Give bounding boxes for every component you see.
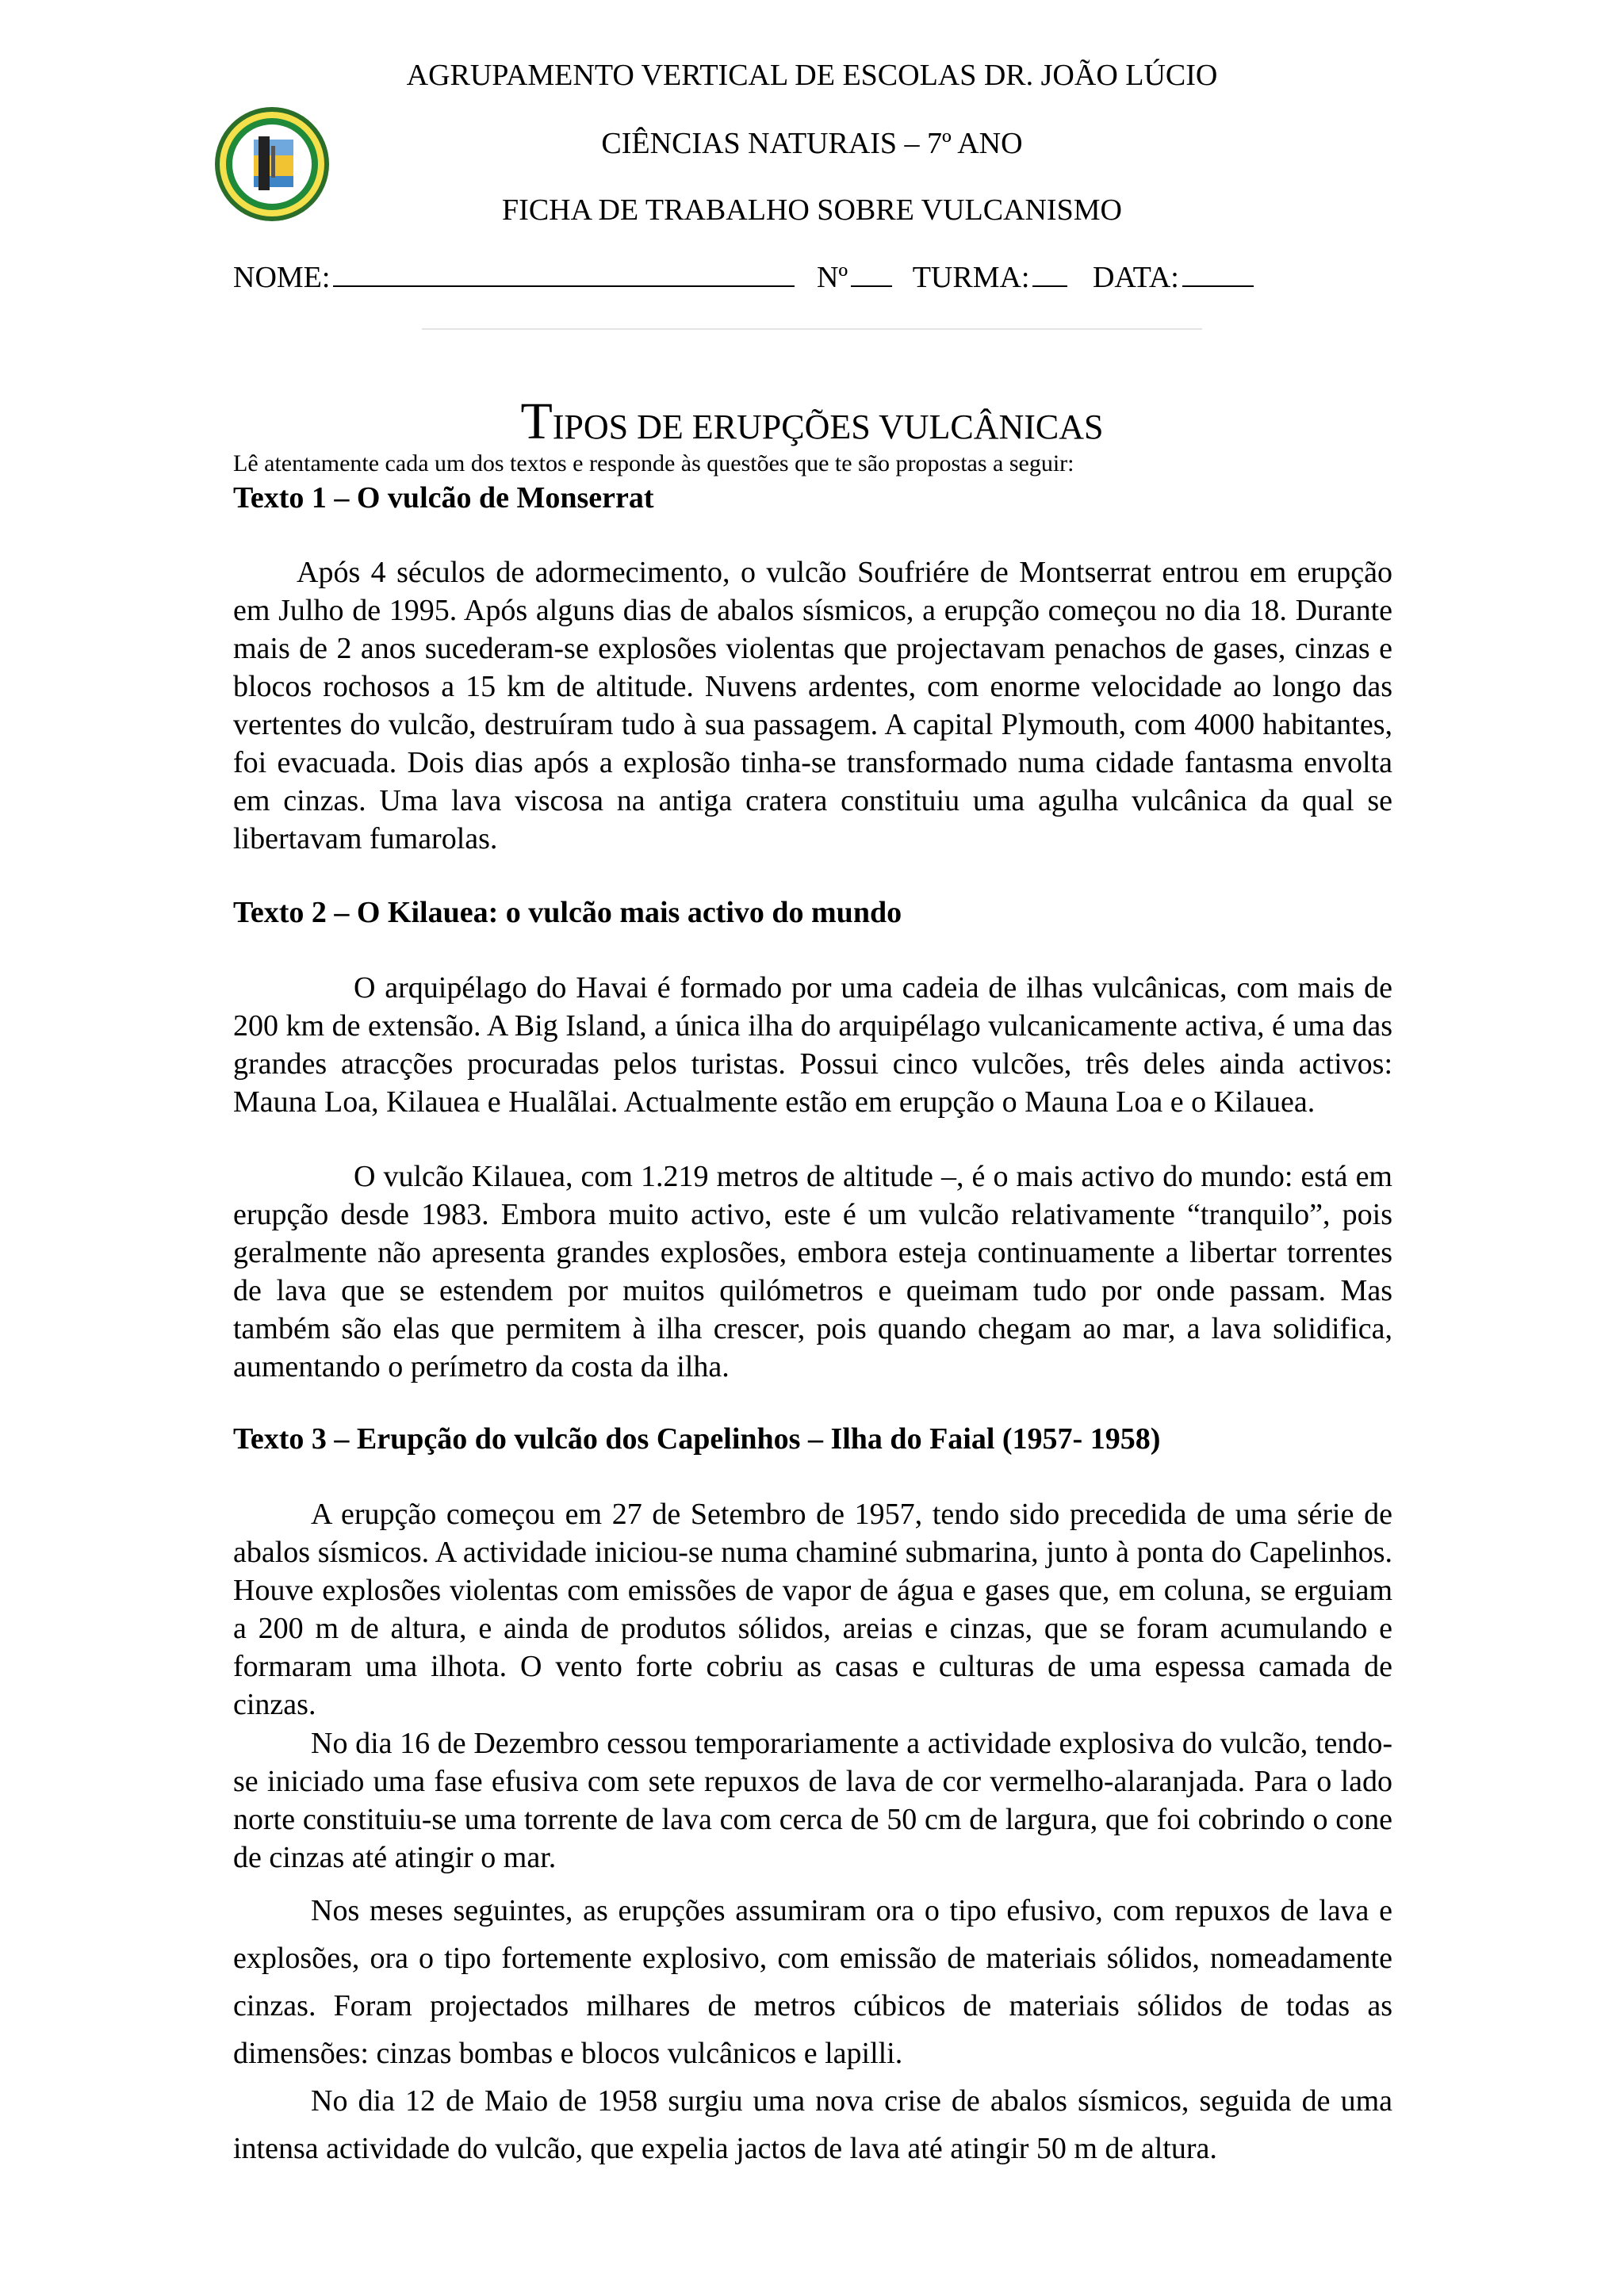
number-field[interactable]: [851, 258, 892, 287]
name-field[interactable]: [333, 258, 795, 287]
date-label: DATA:: [1092, 261, 1179, 294]
text-3-paragraph: A erupção começou em 27 de Setembro de 1957, tendo sido precedida de uma série de abalos sísmicos. A actividade iniciou-se numa chaminé submarina, junto à ponta do Capelinhos. Houve explosões violentas com emissões de vapor de água e gases que, em coluna, se erguiam a 200 m de altura, e ainda de produtos sólidos, areias e cinzas, que se foram acumulando e formaram uma ilhota. O vento forte cobriu as casas e culturas de uma espessa camada de cinzas.: [233, 1498, 1392, 1721]
school-name: AGRUPAMENTO VERTICAL DE ESCOLAS DR. JOÃO LÚCIO: [406, 59, 1218, 92]
text-2-heading: Texto 2 – O Kilauea: o vulcão mais activo do mundo: [233, 896, 902, 929]
text-3-paragraph: Nos meses seguintes, as erupções assumiram ora o tipo efusivo, com repuxos de lava e explosões, ora o tipo fortemente explosivo, com emissão de materiais sólidos, nomeadamente cinzas. Foram projectados milhares de metros cúbicos de materiais sólidos de todas as dimensões: cinzas bombas e blocos vulcânicos e lapilli.: [233, 1894, 1392, 2070]
text-3-paragraph: No dia 12 de Maio de 1958 surgiu uma nova crise de abalos sísmicos, seguida de uma intensa actividade do vulcão, que expelia jactos de lava até atingir 50 m de altura.: [233, 2084, 1392, 2165]
subject-title: CIÊNCIAS NATURAIS – 7º ANO: [601, 127, 1023, 160]
instructions: Lê atentamente cada um dos textos e responde às questões que te são propostas a seguir:: [233, 450, 1074, 476]
number-label: Nº: [816, 261, 848, 294]
text-1-paragraph: Após 4 séculos de adormecimento, o vulcão Soufriére de Montserrat entrou em erupção em Julho de 1995. Após alguns dias de abalos sísmicos, a erupção começou no dia 18. Durante mais de 2 anos sucederam-se explosões violentas que projectavam penachos de gases, cinzas e blocos rochosos a 15 km de altitude. Nuvens ardentes, com enorme velocidade ao longo das vertentes do vulcão, destruíram tudo à sua passagem. A capital Plymouth, com 4000 habitantes, foi evacuada. Dois dias após a explosão tinha-se transformado numa cidade fantasma envolta em cinzas. Uma lava viscosa na antiga cratera constituiu uma agulha vulcânica da qual se libertavam fumarolas.: [233, 556, 1392, 855]
document-title: [0, 392, 1624, 453]
text-1-heading: Texto 1 – O vulcão de Monserrat: [233, 481, 654, 515]
class-field[interactable]: [1032, 258, 1067, 287]
header-divider: [422, 328, 1202, 330]
worksheet-title: FICHA DE TRABALHO SOBRE VULCANISMO: [502, 193, 1122, 227]
student-info-line: [233, 258, 1257, 296]
text-2-paragraph: O vulcão Kilauea, com 1.219 metros de altitude –, é o mais activo do mundo: está em erupção desde 1983. Embora muito activo, este é um vulcão relativamente “tranquilo”, pois geralmente não apresenta grandes explosões, embora esteja continuamente a libertar torrentes de lava que se estendem por muitos quilómetros e queimam tudo por onde passam. Mas também são elas que permitem à ilha crescer, pois quando chegam ao mar, a lava solidifica, aumentando o perímetro da costa da ilha.: [233, 1160, 1392, 1383]
title-rest: IPOS DE ERUPÇÕES VULCÂNICAS: [552, 408, 1104, 446]
title-initial: T: [520, 392, 553, 450]
class-label: TURMA:: [912, 261, 1030, 294]
text-3-heading: Texto 3 – Erupção do vulcão dos Capelinhos – Ilha do Faial (1957- 1958): [233, 1422, 1161, 1456]
name-label: NOME:: [233, 261, 331, 294]
date-field[interactable]: [1182, 258, 1254, 287]
text-2-paragraph: O arquipélago do Havai é formado por uma cadeia de ilhas vulcânicas, com mais de 200 km de extensão. A Big Island, a única ilha do arquipélago vulcanicamente activa, é uma das grandes atracções procuradas pelos turistas. Possui cinco vulcões, três deles ainda activos: Mauna Loa, Kilauea e Hualãlai. Actualmente estão em erupção o Mauna Loa e o Kilauea.: [233, 971, 1392, 1119]
text-3-paragraph: No dia 16 de Dezembro cessou temporariamente a actividade explosiva do vulcão, tendo-se iniciado uma fase efusiva com sete repuxos de lava de cor vermelho-alaranjada. Para o lado norte constituiu-se uma torrente de lava com cerca de 50 cm de largura, que foi cobrindo o cone de cinzas até atingir o mar.: [233, 1727, 1392, 1874]
